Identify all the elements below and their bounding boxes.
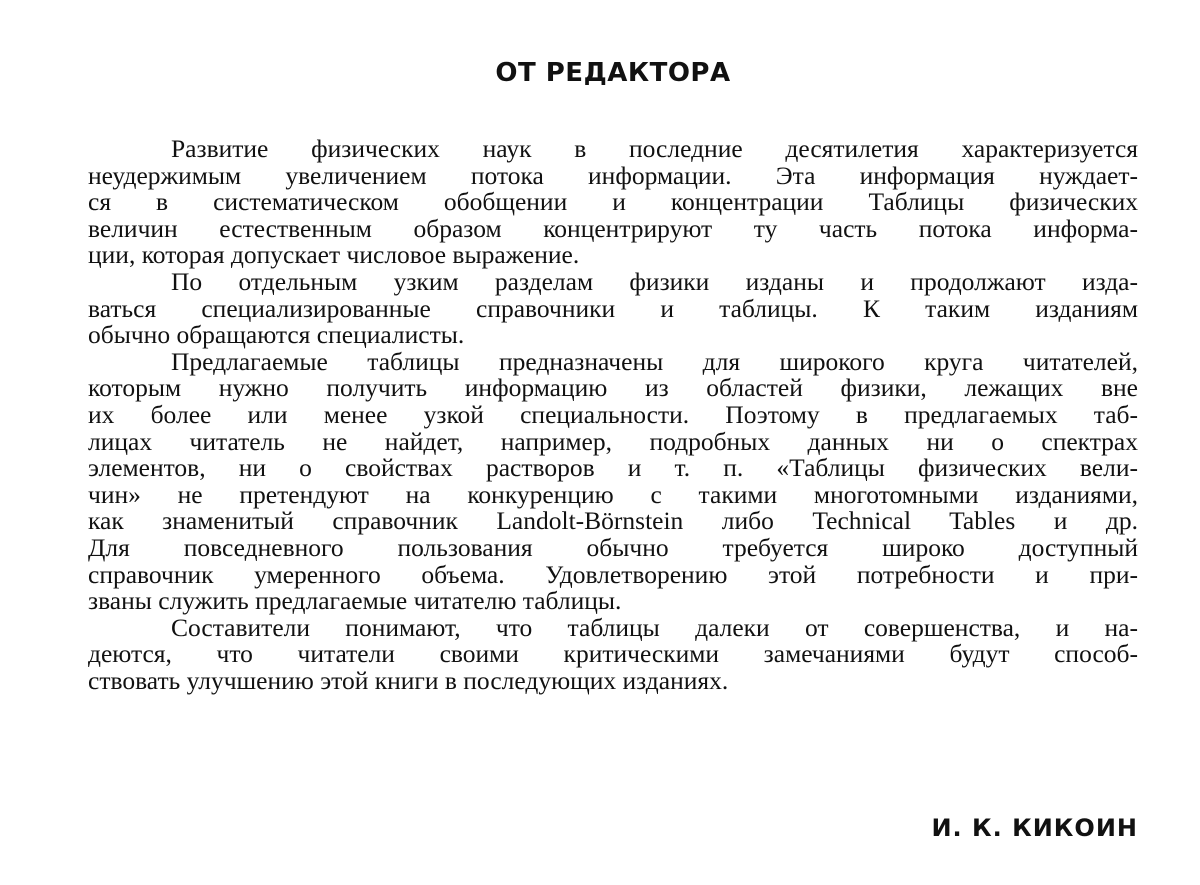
editor-preface-text <box>88 136 1138 694</box>
text-line: чин» не претендуют на конкуренцию с такими многотомными изданиями, <box>88 479 1138 509</box>
text-line: деются, что читатели своими критическими замечаниями будут способ- <box>88 639 1138 669</box>
paragraph-4 <box>88 612 1138 695</box>
text-line: ся в систематическом обобщении и концентрации Таблицы физических <box>88 187 1138 217</box>
text-line: их более или менее узкой специальности. Поэтому в предлагаемых таб- <box>88 399 1138 429</box>
text-line: Предлагаемые таблицы предназначены для широкого круга читателей, <box>171 346 1138 376</box>
text-line: званы служить предлагаемые читателю таблицы. <box>88 586 622 616</box>
paragraph-3 <box>88 346 1138 616</box>
text-line: обычно обращаются специалисты. <box>88 320 465 350</box>
text-line: Составители понимают, что таблицы далеки от совершенства, и на- <box>171 612 1138 642</box>
text-line: которым нужно получить информацию из областей физики, лежащих вне <box>88 373 1138 403</box>
text-line: ции, которая допускает числовое выражение. <box>88 240 580 270</box>
paragraph-2 <box>88 266 1138 350</box>
text-line: лицах читатель не найдет, например, подробных данных ни о спектрах <box>88 426 1138 456</box>
text-line: неудержимым увеличением потока информации. Эта информация нуждает- <box>88 160 1138 190</box>
text-line: справочник умеренного объема. Удовлетворению этой потребности и при- <box>88 559 1138 589</box>
paragraph-1 <box>88 136 1138 269</box>
page-title: ОТ РЕДАКТОРА <box>495 58 731 88</box>
text-line: элементов, ни о свойствах растворов и т. п. «Таблицы физических вели- <box>88 453 1138 483</box>
text-line: Развитие физических наук в последние десятилетия характеризуется <box>171 134 1138 163</box>
author-signature: И. К. КИКОИН <box>931 814 1138 842</box>
text-line: ствовать улучшению этой книги в последующих изданиях. <box>88 665 729 695</box>
text-line: ваться специализированные справочники и таблицы. К таким изданиям <box>88 293 1138 323</box>
text-line: Для повседневного пользования обычно требуется широко доступный <box>88 532 1138 562</box>
text-line: как знаменитый справочник Landolt-Börnstein либо Technical Tables и др. <box>88 506 1138 536</box>
text-line: величин естественным образом концентрируют ту часть потока информа- <box>88 213 1138 243</box>
document-page <box>88 0 1138 885</box>
text-line: По отдельным узким разделам физики изданы и продолжают изда- <box>171 266 1138 296</box>
